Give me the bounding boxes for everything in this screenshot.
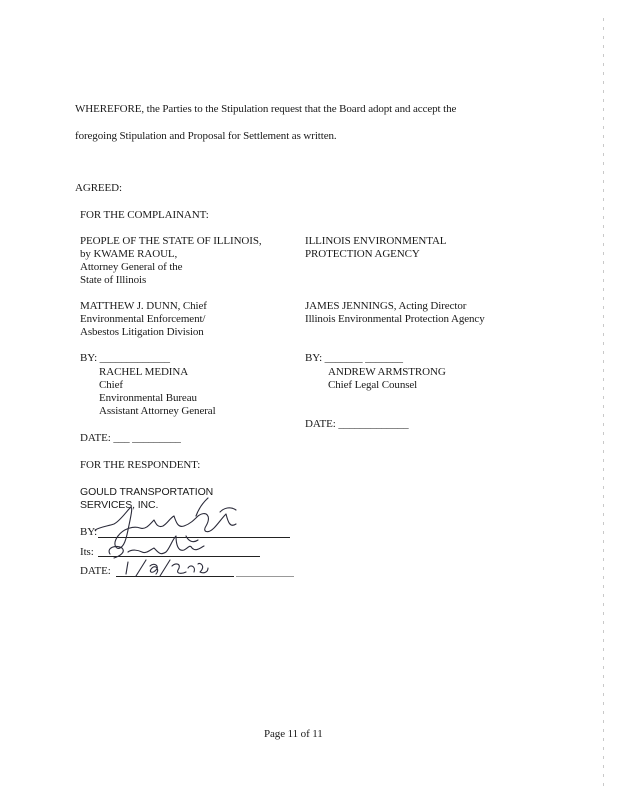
right-signatory-name: ANDREW ARMSTRONG — [328, 366, 446, 378]
date-ink — [126, 560, 208, 576]
left-signatory-title-1: Chief — [99, 379, 123, 391]
left-date-line: DATE: ___ _________ — [80, 432, 181, 444]
left-signatory-title-2: Environmental Bureau — [99, 392, 197, 404]
resp-by-label: BY: — [80, 526, 98, 538]
people-line-2: by KWAME RAOUL, — [80, 248, 178, 260]
respondent-line-1: GOULD TRANSPORTATION — [80, 486, 214, 498]
iepa-line-1: ILLINOIS ENVIRONMENTAL — [305, 235, 447, 247]
left-signatory-name: RACHEL MEDINA — [99, 366, 189, 378]
respondent-line-2: SERVICES, INC. — [80, 499, 159, 511]
page-number: Page 11 of 11 — [264, 728, 323, 740]
dunn-line-3: Asbestos Litigation Division — [80, 326, 204, 338]
paragraph-line-2: foregoing Stipulation and Proposal for Settlement as written. — [75, 130, 337, 142]
people-line-1: PEOPLE OF THE STATE OF ILLINOIS, — [80, 235, 262, 247]
right-by-line: BY: _______ _______ — [305, 352, 403, 364]
left-signatory-title-3: Assistant Attorney General — [99, 405, 216, 417]
people-line-3: Attorney General of the — [80, 261, 183, 273]
title-ink — [109, 536, 204, 558]
iepa-line-2: PROTECTION AGENCY — [305, 248, 420, 260]
respondent-heading: FOR THE RESPONDENT: — [80, 459, 201, 471]
complainant-heading: FOR THE COMPLAINANT: — [80, 209, 209, 221]
jennings-line-1: JAMES JENNINGS, Acting Director — [305, 300, 467, 312]
left-by-line: BY: _____________ — [80, 352, 170, 364]
scan-edge — [603, 18, 604, 788]
right-date-line: DATE: _____________ — [305, 418, 409, 430]
right-signatory-title-1: Chief Legal Counsel — [328, 379, 418, 391]
dunn-line-1: MATTHEW J. DUNN, Chief — [80, 300, 207, 312]
resp-its-label: Its: — [80, 546, 94, 558]
resp-date-label: DATE: — [80, 565, 111, 577]
paragraph-line-1: WHEREFORE, the Parties to the Stipulation request that the Board adopt and accept the — [75, 103, 457, 115]
jennings-line-2: Illinois Environmental Protection Agency — [305, 313, 485, 325]
dunn-line-2: Environmental Enforcement/ — [80, 313, 206, 325]
agreed-label: AGREED: — [75, 182, 122, 194]
people-line-4: State of Illinois — [80, 274, 147, 286]
signature-ink — [95, 507, 236, 548]
